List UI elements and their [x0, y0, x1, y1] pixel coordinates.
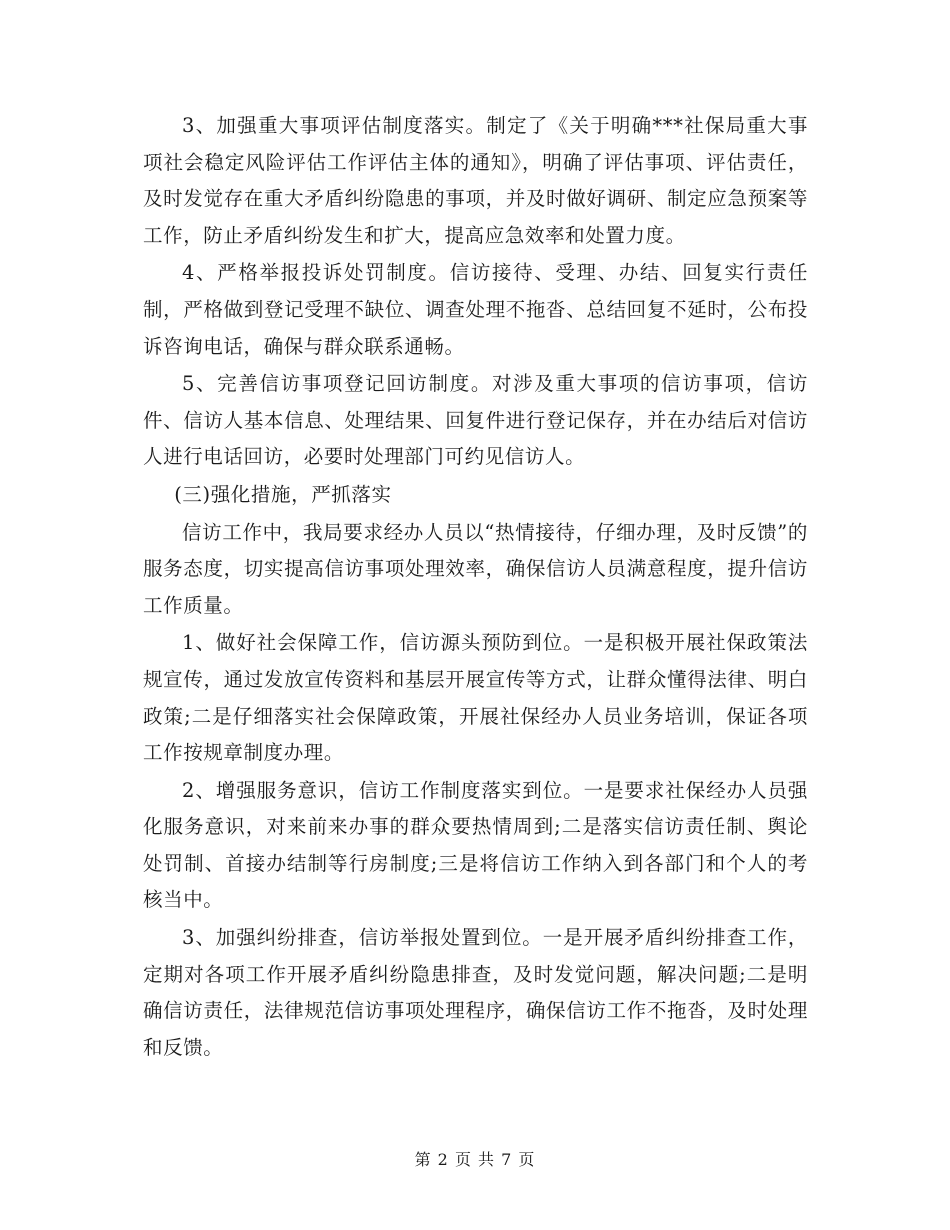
paragraph-item-3-major-matters: 3、加强重大事项评估制度落实。制定了《关于明确***社保局重大事项社会稳定风险评估工作评估主体的通知》，明确了评估事项、评估责任，及时发觉存在重大矛盾纠纷隐患的事项，并及时做好调研、制定应急预案等工作，防止矛盾纠纷发生和扩大，提高应急效率和处置力度。: [143, 114, 808, 247]
page-number-label: 第 2 页 共 7 页: [414, 1150, 536, 1169]
section-heading-measures: (三)强化措施，严抓落实: [174, 482, 392, 506]
paragraph-item-2-service-awareness: 2、增强服务意识，信访工作制度落实到位。一是要求社保经办人员强化服务意识，对来前来办事的群众要热情周到;二是落实信访责任制、舆论处罚制、首接办结制等行房制度;三是将信访工作纳入到各部门和个人的考核当中。: [143, 778, 808, 912]
paragraph-item-3-dispute-screening: 3、加强纠纷排查，信访举报处置到位。一是开展矛盾纠纷排查工作，定期对各项工作开展矛盾纠纷隐患排查，及时发觉问题，解决问题;二是明确信访责任，法律规范信访事项处理程序，确保信访工作不拖沓，及时处理和反馈。: [143, 926, 808, 1059]
paragraph-item-5-revisit-system: 5、完善信访事项登记回访制度。对涉及重大事项的信访事项，信访件、信访人基本信息、处理结果、回复件进行登记保存，并在办结后对信访人进行电话回访，必要时处理部门可约见信访人。: [143, 372, 808, 469]
page-footer: [0, 1147, 950, 1170]
paragraph-item-4-complaint-penalty: 4、严格举报投诉处罚制度。信访接待、受理、办结、回复实行责任制，严格做到登记受理不缺位、调查处理不拖沓、总结回复不延时，公布投诉咨询电话，确保与群众联系通畅。: [143, 261, 808, 358]
document-body: [143, 108, 808, 1067]
paragraph-intro-petition-work: 信访工作中，我局要求经办人员以“热情接待，仔细办理，及时反馈”的服务态度，切实提高信访事项处理效率，确保信访人员满意程度，提升信访工作质量。: [143, 520, 808, 617]
paragraph-item-1-social-security: 1、做好社会保障工作，信访源头预防到位。一是积极开展社保政策法规宣传，通过发放宣传资料和基层开展宣传等方式，让群众懂得法律、明白政策;二是仔细落实社会保障政策，开展社保经办人员业务培训，保证各项工作按规章制度办理。: [143, 631, 808, 765]
